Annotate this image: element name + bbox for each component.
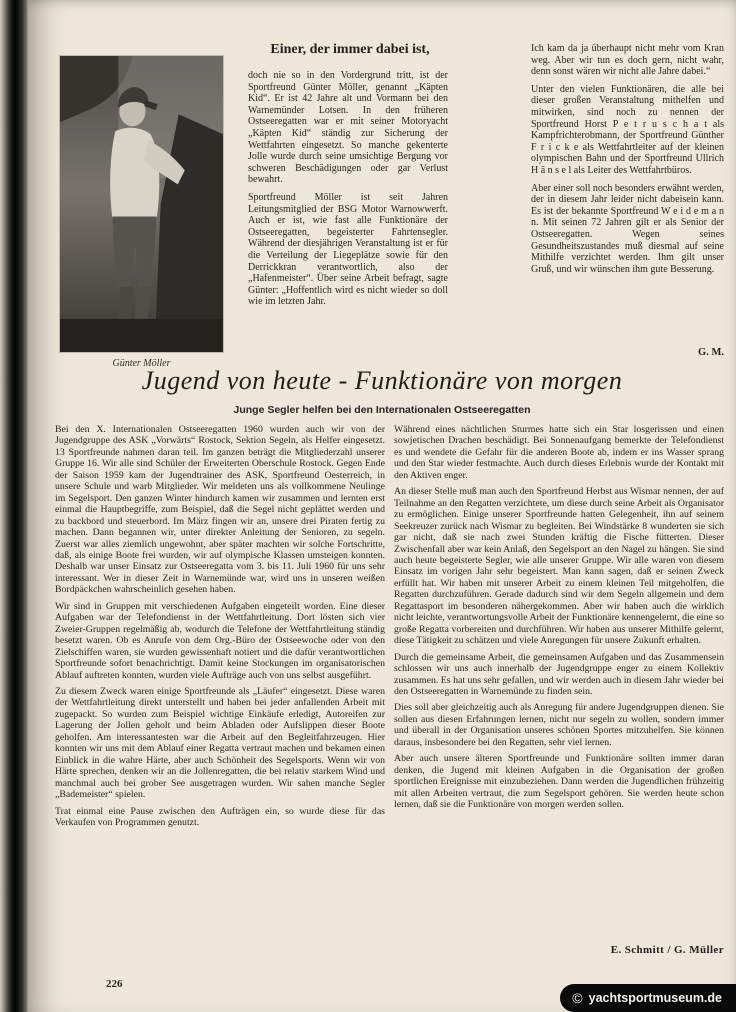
page-number: 226 xyxy=(106,978,123,990)
paragraph: Bei den X. Internationalen Ostseeregatten 1960 wurden auch wir von der Jugendgruppe des ASK „Vorwärts“ Rostock, Sektion Segeln, als Helfer eingesetzt. 13 Sportfreunde nahmen daran teil. Im ganzen beträgt die Mitgliederzahl unserer Gruppe 16. Wir alle sind Schüler der Erweiterten Oberschule Rostock. Gegen Ende der Saison 1959 kam der Jugendtrainer des ASK, Sportfreund Oesterreich, in unsere Schule und warb Mitglieder. Wir meldeten uns als vollkommene Neulinge im Segelsport. Den ganzen Winter hindurch kamen wir zusammen und lernten erst einmal die Hauptbegriffe, zum Beispiel, daß die Segel nicht geplättet werden und zu backbord und steuerbord. Im März fingen wir an, unsere drei Piraten fertig zu machen. Dann begannen wir, unter direkter Anleitung der Senioren, zu segeln. Zuerst war alles ziemlich ungewohnt, aber später machten wir solche Fortschritte, daß, als einige Boote frei wurden, wir auf olympische Klassen umsteigen konnten. Deshalb war unser Einsatz zur Ostseeregatta vom 3. bis 11. Juli 1960 für uns sehr interessant. Wer in dieser Zeit in Warnemünde war, wird uns in unseren weißen Bordpäckchen wahrscheinlich gesehen haben. xyxy=(55,424,385,596)
article-subtitle: Junge Segler helfen bei den Internationalen Ostseeregatten xyxy=(233,404,531,416)
paragraph: Aber einer soll noch besonders erwähnt werden, der in diesem Jahr leider nicht dabeisein kann. Es ist der bekannte Sportfreund W e i d e m a n n. Mit seinen 72 Jahren gilt er als Senior der Ostseeregatten. Wegen seines Gesundheitszustandes muß diesmal auf seine Mithilfe verzichtet werden. Ihm gilt unser Gruß, und wir wünschen ihm gute Besserung. xyxy=(531,182,724,275)
photo-caption: Günter Möller xyxy=(112,358,171,369)
article-title: Jugend von heute - Funktionäre von morgen xyxy=(141,366,623,395)
portrait-photo xyxy=(60,56,223,352)
portrait-photo-illustration xyxy=(60,56,223,352)
intro-column-2 xyxy=(531,43,724,281)
paragraph: Zu diesem Zweck waren einige Sportfreunde als „Läufer“ eingesetzt. Diese waren der Wettfahrtleitung direkt unterstellt und haben bei jeder anfallenden Arbeit mit zugepackt. So wurden zum Beispiel wichtige Einkäufe erledigt, Autoreifen zur Lagerung der Jollen geholt und beim Abladen oder Aufslippen dieser Boote geholfen. Am interessantesten war die Arbeit auf den Begleitfahrzeugen. Hier konnten wir uns mit dem Ablauf einer Regatta vertraut machen und bekamen einen Einblick in die wahre Härte, aber auch Schönheit des Segelsports. Wenn wir von Härte sprechen, denken wir an die Jollenregatten, die bei relativ starkem Wind und manchmal auch bei grober See ausgetragen wurden. Wir sahen manche Segler „Bademeister“ spielen. xyxy=(55,685,385,801)
paragraph: doch nie so in den Vordergrund tritt, ist der Sportfreund Günter Möller, genannt „Käpten Kid“. Er ist 42 Jahre alt und Vormann bei den Warnemünder Lotsen. In den früheren Ostseeregatten war er mit seiner Motoryacht „Käpten Kid“ ständig zur Sicherung der Wettfahrten eingesetzt. So manche gekenterte Jolle wurde durch seine umsichtige Bergung vor schweren Beschädigungen oder gar Verlust bewahrt. xyxy=(248,70,448,186)
paragraph: Während eines nächtlichen Sturmes hatte sich ein Star losgerissen und einen sowjetischen Drachen beschädigt. Bei Sonnenaufgang bemerkte der Telefondienst es und wendete die Gefahr für die anderen Boote ab, indem er ins Wasser sprang und den Star wieder festmachte. Auch durch dieses Erlebnis wurde der Kontakt mit den Aktiven enger. xyxy=(394,424,724,481)
paragraph: Unter den vielen Funktionären, die alle bei dieser großen Veranstaltung mithelfen und mitwirken, sind noch zu nennen der Sportfreund Horst P e t r u s c h a t als Kampfrichterobmann, der Sportfreund Günther F r i c k e als Wettfahrtleiter auf der kleinen olympischen Bahn und der Sportfreund Ullrich H ä n s e l als Leiter des Wettfahrtbüros. xyxy=(531,83,724,176)
paragraph: Sportfreund Möller ist seit Jahren Leitungsmitglied der BSG Motor Warnowwerft. Auch er ist, wie fast alle Funktionäre der Ostseeregatten, begeisterter Fahrtensegler. Während der diesjährigen Veranstaltung ist er für die Verteilung der Liegeplätze sowie für den Derrickkran verantwortlich, also der „Hafenmeister“. Über seine Arbeit befragt, sagte Günter: „Hoffentlich wird es nicht wieder so doll wie im letzten Jahr. xyxy=(248,191,448,308)
intro-heading: Einer, der immer dabei ist, xyxy=(270,42,430,57)
paragraph: Trat einmal eine Pause zwischen den Aufträgen ein, so wurde diese für das Verkaufen von Programmen genutzt. xyxy=(55,805,385,828)
paragraph: Durch die gemeinsame Arbeit, die gemeinsamen Aufgaben und das Zusammensein schlossen wir uns auch innerhalb der Jugendgruppe enger zu einem Kollektiv zusammen. Es hat uns sehr gefallen, und wir werden auch in diesem Jahr wieder bei den Ostseeregatten in Warnemünde zu finden sein. xyxy=(394,651,724,697)
paragraph: Wir sind in Gruppen mit verschiedenen Aufgaben eingeteilt worden. Eine dieser Aufgaben war der Telefondienst in der Wettfahrtleitung. Dort lösten sich vier Zweier-Gruppen regelmäßig ab, wodurch die Telefone der Wettfahrtleitung ständig besetzt waren. Ob es Anrufe von dem Org.-Büro der Ostseewoche oder von den Zielschiffen waren, sie wurden gewissenhaft notiert und die dafür verantwortlichen Sportfreunde sofort benachrichtigt. Damit keine Stockungen im organisatorischen Ablauf auftreten konnten, wurden viele Aufträge auch von uns selbst ausgeführt. xyxy=(55,600,385,681)
watermark-text: yachtsportmuseum.de xyxy=(588,991,722,1005)
article-column-left xyxy=(55,424,385,974)
paragraph: Dies soll aber gleichzeitig auch als Anregung für andere Jugendgruppen dienen. Sie sollen aus diesen Erfahrungen lernen, nicht nur segeln zu wollen, sondern immer und überall in der Organisation unseres schönen Sportes mitzuhelfen. Sie können daraus, insbesondere bei den Regatten, sehr viel lernen. xyxy=(394,702,724,748)
watermark-badge xyxy=(560,984,736,1012)
article-signature: E. Schmitt / G. Müller xyxy=(610,944,724,956)
intro-column-1 xyxy=(248,70,448,314)
copyright-icon: © xyxy=(572,990,583,1006)
article-column-right xyxy=(394,424,724,942)
paragraph: Aber auch unsere älteren Sportfreunde und Funktionäre sollten immer daran denken, die Jugend mit kleinen Aufgaben in die Organisation der großen sportlichen Ereignisse mit einzubeziehen. Dann werden die Jugendlichen frühzeitig mit allen Arbeiten vertraut, die zum Segelsport gehören. Sie werden heute schon lernen, daß sie die Funktionäre von morgen werden sollen. xyxy=(394,753,724,811)
paragraph: An dieser Stelle muß man auch den Sportfreund Herbst aus Wismar nennen, der auf Teilnahme an den Regatten verzichtete, um diese durch seine Arbeit als Organisator zu ermöglichen. Einige unserer Sportfreunde hatten Gelegenheit, ihn auf seinem Seekreuzer zurück nach Wismar zu begleiten. Bei Windstärke 8 wunderten sie sich gar nicht, daß sie nach zwei Stunden kräftig die Fische fütterten. Dieser Zwischenfall aber war kein Anlaß, den Segelsport an den Nagel zu hängen. Sie sind auch heute begeisterte Segler, wie alle unserer Gruppe. Wir alle waren von diesem Einsatz im vorigen Jahr sehr begeistert. Man kann sagen, daß er seinen Zweck erfüllt hat. Wir haben mit unserer Arbeit zu einem kleinen Teil mitgeholfen, die Regatten durchzuführen. Gerade dadurch sind wir dem Segeln allgemein und dem Regattasport im besonderen nähergekommen. Aber wir haben auch die wirklich nicht leichte, verantwortungsvolle Arbeit der Funktionäre kennengelernt, die eine so große Regatta vorbereiten und durchführen. Wir haben aus unserer Mithilfe gelernt, diese Tätigkeit zu schätzen und viele Anregungen für unsere Zukunft erhalten. xyxy=(394,486,724,647)
author-initials: G. M. xyxy=(698,347,724,358)
book-binding-edge xyxy=(0,0,28,1012)
paragraph: Ich kam da ja überhaupt nicht mehr vom Kran weg. Aber wir tun es doch gern, nicht wahr, denn sonst wären wir nicht alle Jahre dabei.“ xyxy=(531,43,724,78)
